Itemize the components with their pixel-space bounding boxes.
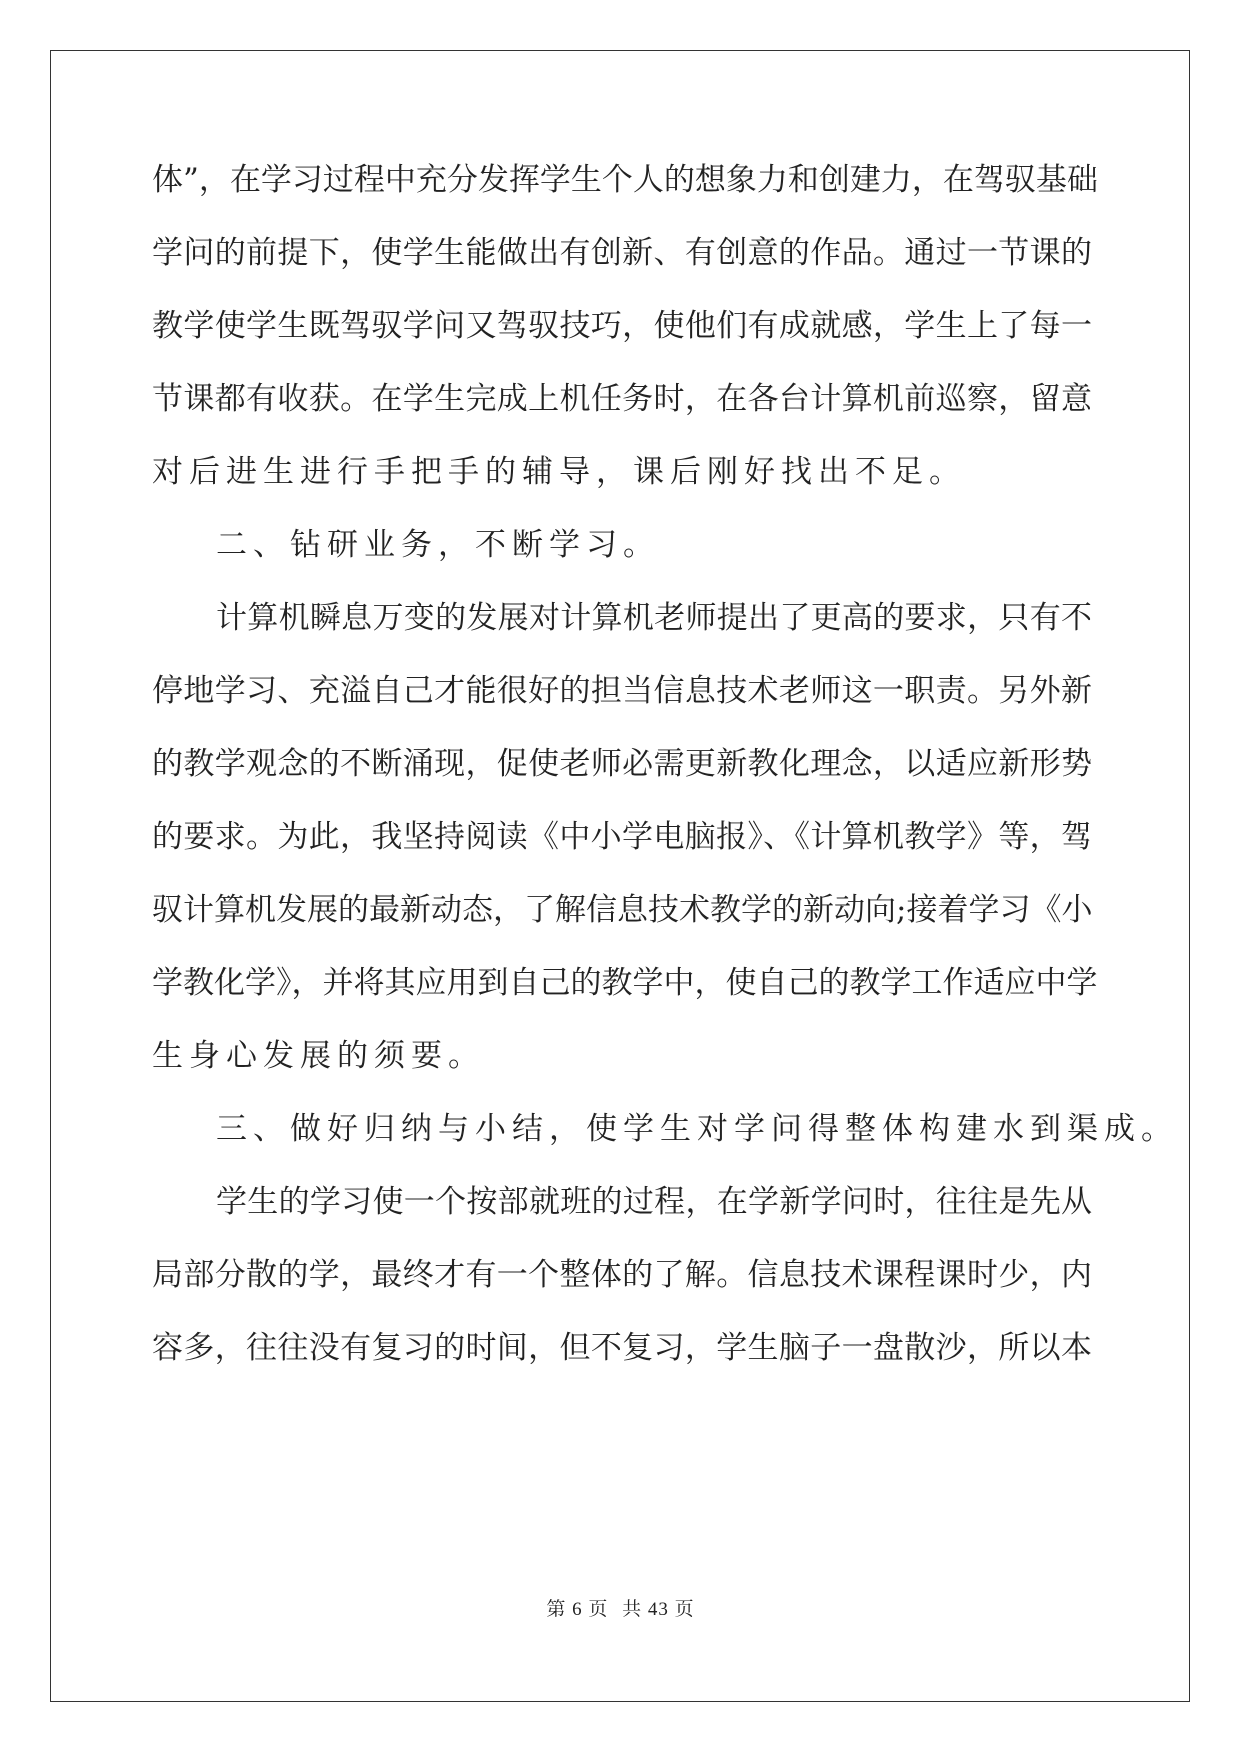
- section-heading: 三、做好归纳与小结，使学生对学问得整体构建水到渠成。: [216, 1111, 1178, 1147]
- page-number: 第 6 页: [546, 1599, 609, 1620]
- paragraph-line: 容多，往往没有复习的时间，但不复习，学生脑子一盘散沙，所以本: [152, 1330, 1092, 1366]
- paragraph-line: 教学使学生既驾驭学问又驾驭技巧，使他们有成就感，学生上了每一: [152, 308, 1092, 344]
- paragraph-line: 生身心发展的须要。: [152, 1038, 485, 1074]
- paragraph-line: 驭计算机发展的最新动态，了解信息技术教学的新动向;接着学习《小: [152, 892, 1093, 928]
- paragraph-line: 学问的前提下，使学生能做出有创新、有创意的作品。通过一节课的: [152, 235, 1092, 271]
- paragraph-line: 的教学观念的不断涌现，促使老师必需更新教化理念，以适应新形势: [152, 746, 1092, 782]
- paragraph-line: 学生的学习使一个按部就班的过程，在学新学问时，往往是先从: [216, 1184, 1092, 1220]
- paragraph-line: 的要求。为此，我坚持阅读《中小学电脑报》、《计算机教学》等，驾: [152, 819, 1092, 855]
- page-border: [50, 50, 1190, 1702]
- paragraph-line: 停地学习、充溢自己才能很好的担当信息技术老师这一职责。另外新: [152, 673, 1092, 709]
- paragraph-line: 节课都有收获。在学生完成上机任务时，在各台计算机前巡察，留意: [152, 381, 1092, 417]
- paragraph-line: 计算机瞬息万变的发展对计算机老师提出了更高的要求，只有不: [216, 600, 1092, 636]
- paragraph-line: 体”，在学习过程中充分发挥学生个人的想象力和创建力，在驾驭基础: [152, 162, 1098, 198]
- section-heading: 二、钻研业务，不断学习。: [216, 527, 660, 563]
- paragraph-line: 对后进生进行手把手的辅导，课后刚好找出不足。: [152, 454, 966, 490]
- paragraph-line: 局部分散的学，最终才有一个整体的了解。信息技术课程课时少，内: [152, 1257, 1092, 1293]
- page-total: 共 43 页: [622, 1599, 695, 1620]
- paragraph-line: 学教化学》，并将其应用到自己的教学中，使自己的教学工作适应中学: [152, 965, 1098, 1001]
- page-footer: [0, 1598, 1241, 1622]
